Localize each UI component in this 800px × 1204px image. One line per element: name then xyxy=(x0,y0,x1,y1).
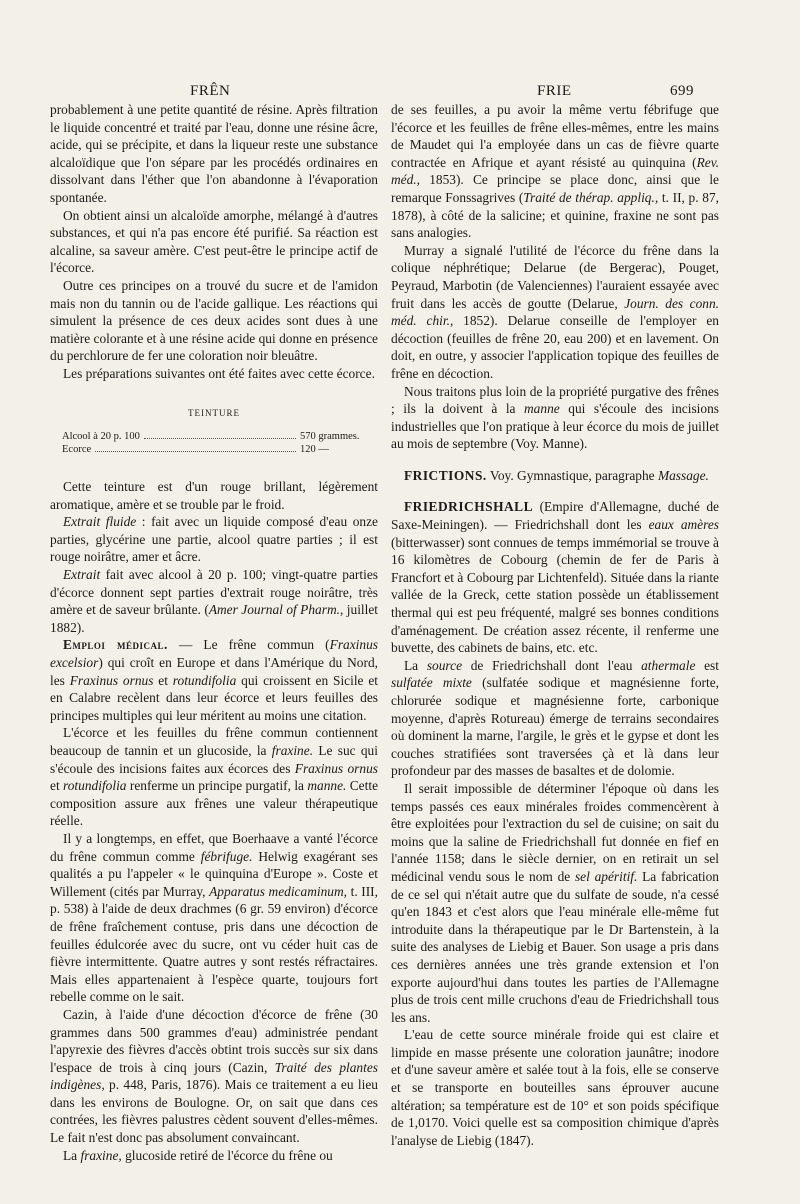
entry-heading: FRIEDRICHSHALL xyxy=(404,499,534,515)
paragraph: Nous traitons plus loin de la propriété purgative des frênes ; ils la doivent à la manne qui s'écoule des incisions industrielles que l'on pratique à leur écorce du mois de juillet au mois de septembre (Voy. Manne). xyxy=(391,383,719,452)
paragraph: L'écorce et les feuilles du frêne commun contiennent beaucoup de tannin et un glucoside, la fraxine. Le suc qui s'écoule des incisions faites aux écorces des Fraxinus ornus et rotundifolia renferme un principe purgatif, la manne. Cette composition assure aux frênes une valeur thérapeutique réelle. xyxy=(50,725,379,829)
paragraph: de ses feuilles, a pu avoir la même vertu fébrifuge que l'écorce et les feuilles de frêne elles-mêmes, entre les mains de Maudet qui l'a employée dans un cas de fièvre quarte contractée en Afrique et ayant résisté au quinquina (Rev. méd., 1853). Ce principe se place donc, ainsi que le remarque Fonssagrives (Traité de thérap. appliq., t. II, p. 87, 1878), à côté de la salicine; et quinine, fraxine ne sont pas sans analogies. xyxy=(391,102,719,241)
spacer xyxy=(50,456,378,478)
recipe-ingredient: Ecorce xyxy=(62,444,92,456)
citation: Amer Journal of Pharm. xyxy=(208,602,340,618)
paragraph: On obtient ainsi un alcaloïde amorphe, mélangé à d'autres substances, et qui n'a pas encore été purifié. Sa réaction est alcaline, sa saveur amère. C'est peut-être le principe actif de l'écorce. xyxy=(50,207,378,276)
recipe-ingredient: Alcool à 20 p. 100 xyxy=(62,431,140,443)
teinture-recipe xyxy=(50,405,378,457)
paragraph: Il y a longtemps, en effet, que Boerhaave a vanté l'écorce du frêne commun comme fébrifuge. Helwig exagérant ses qualités a pu l'appeler « le quinquina d'Europe ». Coste et Willement (cités par Murray, Apparatus medicaminum, t. III, p. 538) à l'aide de deux drachmes (6 gr. 59 environ) d'écorce de frêne fraîchement contuse, pris dans une décoction de feuilles édulcorée avec du sucre, ont vu céder huit cas de fièvre intermittente. Quatre autres y sont restés réfractaires. Mais elles appartenaient à l'espèce quarte, toujours fort rebelle comme on le sait. xyxy=(50,830,378,1005)
leader-dots xyxy=(95,443,296,452)
entry-heading: FRICTIONS. xyxy=(404,467,487,483)
recipe-title: TEINTURE xyxy=(188,407,240,418)
entry-friedrichshall: FRIEDRICHSHALL (Empire d'Allemagne, duché de Saxe-Meiningen). — Friedrichshall dont les eaux amères (bitterwasser) sont connues de temps immémorial se trouve à 16 kilomètres de Cobourg (chemin de fer de Paris à Francfort et à Cobourg par Lichtenfeld). Située dans la riante vallée de la Greck, cette station possède un établissement thermal qui est peu fréquenté, malgré ses bonnes conditions d'aménagement. De création assez récente, il renferme une buvette, des cabinets de bains, etc. etc. xyxy=(391,499,719,656)
paragraph: La source de Friedrichshall dont l'eau athermale est sulfatée mixte (sulfatée sodique et magnésienne forte, chlorurée sodique et magnésienne forte, carbonique moyenne, d'après Rotureau) émerge de terrains secondaires où dominent la marne, l'argile, le grès et le gypse et dont les couches stratifiées sont traversées çà et là dans leur profondeur par des masses de basaltes et de dolomie. xyxy=(391,657,719,779)
paragraph: Murray a signalé l'utilité de l'écorce du frêne dans la colique néphrétique; Delarue (de Bergerac), Pouget, Peyraud, Marbotin (de Valenciennes) l'auraient essayée avec fruit dans les accès de goutte (Delarue, Journ. des conn. méd. chir., 1852). Delarue conseille de l'employer en décoction (feuilles de frêne 20, eau 200) et en lavement. On doit, en outre, y associer l'application topique des feuilles de frêne en décoction. xyxy=(391,242,720,381)
paragraph: L'eau de cette source minérale froide qui est claire et limpide en masse présente une coloration jaunâtre; inodore et d'une saveur amère et salée tout à la fois, elle se conserve et se transporte en bouteilles sans éprouver aucune altération; sa température est de 10° et son poids spécifique de 1,0170. Voici quelle est sa composition chimique d'après l'analyse de Liebig (1847). xyxy=(391,1027,719,1148)
paragraph: Extrait fluide : fait avec un liquide composé d'eau onze parties, glycérine une partie, alcool quatre parties ; il est rouge noirâtre, amer et âcre. xyxy=(50,514,378,565)
paragraph: La fraxine, glucoside retiré de l'écorce du frêne ou xyxy=(63,1147,333,1163)
section-heading: Emploi médical. xyxy=(63,637,168,653)
running-head-left: FRÊN xyxy=(190,83,231,99)
recipe-row xyxy=(50,443,378,456)
paragraph: Il serait impossible de déterminer l'époque où dans les temps passés ces eaux minérales froides commencèrent à être exploitées pour l'extraction du sel de cuisine; on sait du moins que la saline de Friedrichshall fut donnée en fief en l'année 1158; dans le siècle dernier, on en retirait un sel médicinal vendu sous le nom de sel apéritif. La fabrication de ce sel qui n'était autre que du sulfate de soude, n'a cessé qu'en 1843 et c'est alors que l'eau minérale elle-même fut introduite dans la thérapeutique par le Dr Bartenstein, à la suite des analyses de Liebig et Bauer. Son usage a pris dans ces dernières années une très grande extension et l'on exporte aujourd'hui dans toutes les parties de l'Allemagne plus de trois cent mille cruchons d'eau de Friedrichshall tous les ans. xyxy=(391,780,719,1025)
paragraph: Outre ces principes on a trouvé du sucre et de l'amidon mais non du tannin ou de l'acide gallique. Les réactions qui simulent la présence de ces deux acides sont dues à une matière colorante et à une résine acide qui donne en présence du perchlorure de fer une coloration noir bleuâtre. xyxy=(50,277,378,364)
paragraph: Emploi médical. — Le frêne commun (Fraxinus excelsior) qui croît en Europe et dans l'Amérique du Nord, les Fraxinus ornus et rotundifolia qui croissent en Sicile et en Calabre recèlent dans leur écorce et leurs feuilles des principes multiples qui leur méritent au moins une citation. xyxy=(50,637,378,723)
entry-frictions: FRICTIONS. Voy. Gymnastique, paragraphe Massage. xyxy=(404,467,709,483)
term: Extrait fluide xyxy=(63,514,137,530)
page-number: 699 xyxy=(670,83,694,99)
leader-dots xyxy=(144,430,296,439)
paragraph: Les préparations suivantes ont été faites avec cette écorce. xyxy=(63,365,375,381)
paragraph: Cette teinture est d'un rouge brillant, légèrement aromatique, amère et se trouble par le froid. xyxy=(50,479,378,512)
recipe-quantity: 570 grammes. xyxy=(300,431,360,443)
spacer xyxy=(391,453,719,467)
recipe-row xyxy=(50,430,378,443)
term: Extrait xyxy=(63,567,101,583)
recipe-quantity: 120 — xyxy=(300,444,329,456)
paragraph: Cazin, à l'aide d'une décoction d'écorce de frêne (30 grammes dans 500 grammes d'eau) administrée pendant l'apyrexie des fièvres d'accès obtint trois succès sur six dans l'espace de trois à cinq jours (Cazin, Traité des plantes indigènes, p. 448, Paris, 1876). Mais ce traitement a eu lieu dans les environs de Boulogne. Or, on sait que dans ces contrées, les fièvres palustres cèdent souvent d'elles-mêmes. Le fait n'est donc pas absolument convaincant. xyxy=(50,1006,378,1146)
running-head-right: FRIE xyxy=(537,83,572,99)
spacer xyxy=(391,484,719,498)
paragraph: Extrait fait avec alcool à 20 p. 100; vingt-quatre parties d'écorce donnent sept parties d'extrait rouge noirâtre, très amère et de saveur brûlante. (Amer Journal of Pharm., juillet 1882). xyxy=(50,567,379,635)
right-column xyxy=(391,101,719,1149)
left-column xyxy=(50,101,378,1164)
paragraph: probablement à une petite quantité de résine. Après filtration le liquide concentré et traité par l'eau, donne une résine âcre, acide, qui se précipite, et dans la liqueur reste une substance alcaloïdique que l'on sépare par les procédés ordinaires en dissolvant dans l'éther que l'on abandonne à l'évaporation spontanée. xyxy=(50,102,378,205)
